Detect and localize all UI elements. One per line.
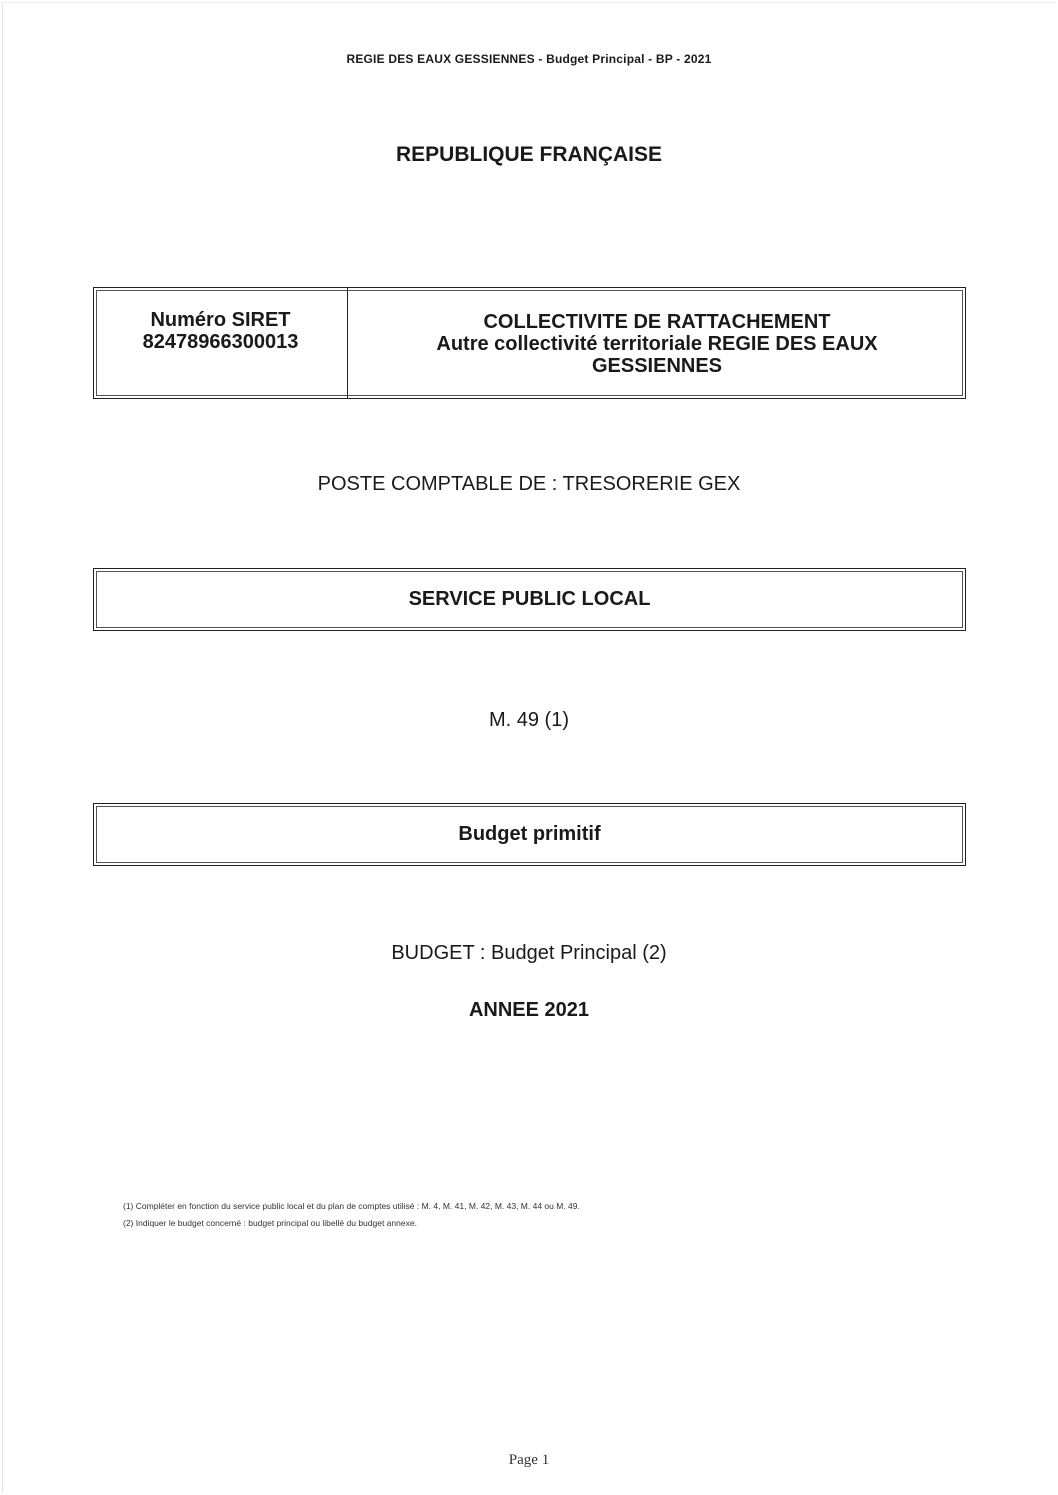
collectivite-name: GESSIENNES [591, 355, 723, 377]
identification-box [93, 287, 966, 399]
service-title: SERVICE PUBLIC LOCAL [408, 588, 651, 610]
budget-type-box [93, 803, 966, 866]
service-box [93, 568, 966, 631]
year-heading: ANNEE 2021 [468, 999, 590, 1021]
footnote-2: (2) Indiquer le budget concerné : budget principal ou libellé du budget annexe. [123, 1218, 417, 1228]
nomenclature: M. 49 (1) [488, 709, 570, 731]
collectivite-type: Autre collectivité territoriale REGIE DES EAUX [436, 333, 878, 355]
page-border [2, 2, 1056, 1493]
footnotes [123, 1198, 580, 1232]
collectivite-cell [349, 288, 965, 398]
page-number: Page 1 [508, 1452, 550, 1468]
siret-number: 82478966300013 [142, 331, 299, 353]
budget-line: BUDGET : Budget Principal (2) [391, 942, 667, 964]
republic-heading: REPUBLIQUE FRANÇAISE [395, 143, 663, 166]
collectivite-title: COLLECTIVITE DE RATTACHEMENT [483, 311, 831, 333]
running-header: REGIE DES EAUX GESSIENNES - Budget Principal - BP - 2021 [346, 52, 712, 66]
siret-label: Numéro SIRET [150, 309, 291, 331]
poste-comptable: POSTE COMPTABLE DE : TRESORERIE GEX [317, 473, 741, 495]
budget-type-title: Budget primitif [458, 823, 601, 845]
footnote-1: (1) Compléter en fonction du service public local et du plan de comptes utilisé : M. 4, M. 41, M. 42, M. 43, M. 44 ou M. 49. [123, 1201, 580, 1211]
siret-cell [94, 288, 348, 398]
